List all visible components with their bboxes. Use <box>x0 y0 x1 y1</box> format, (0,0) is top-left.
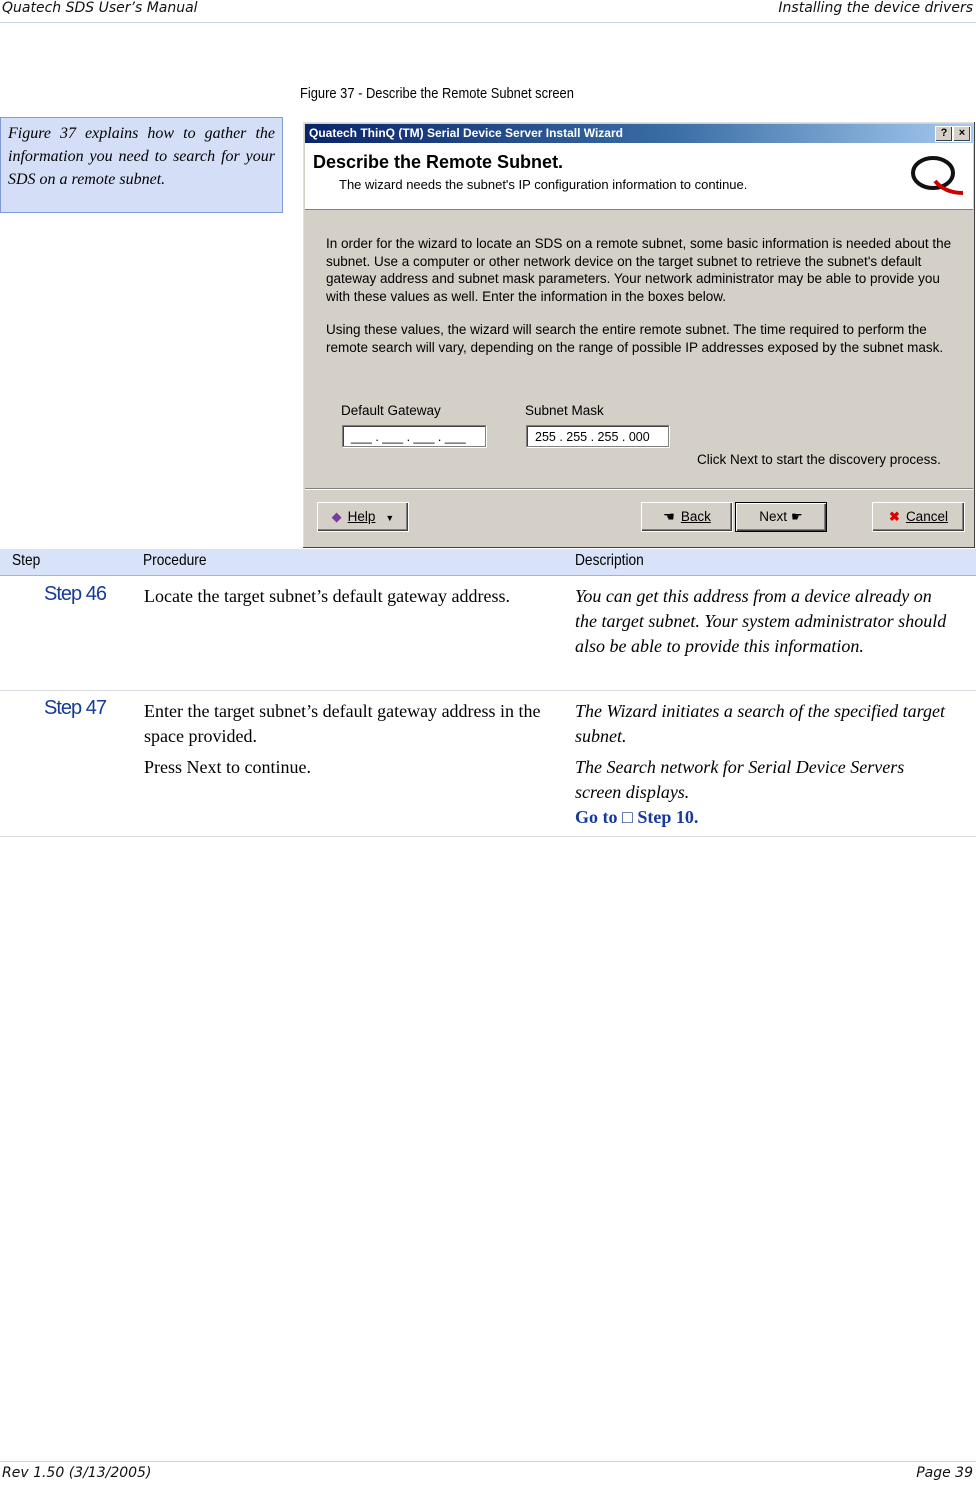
wizard-dialog <box>302 121 976 549</box>
close-title-button[interactable]: × <box>953 126 971 142</box>
back-button[interactable] <box>641 502 733 532</box>
help-title-button[interactable]: ? <box>935 126 953 142</box>
next-button-label: Next <box>759 509 788 524</box>
back-button-label: Back <box>680 509 711 524</box>
subnet-mask-input[interactable]: 255 . 255 . 255 . 000 <box>526 425 669 447</box>
figure-caption: Figure 37 - Describe the Remote Subnet screen <box>300 85 574 102</box>
dialog-titlebar <box>305 124 973 143</box>
quatech-logo-icon <box>909 153 965 199</box>
wizard-heading: Describe the Remote Subnet. <box>313 152 564 172</box>
procedure-cell <box>144 699 554 786</box>
table-row <box>0 691 976 837</box>
side-note: Figure 37 explains how to gather the information you need to search for your SDS on a remote subnet. <box>0 117 283 213</box>
page-footer <box>0 1461 976 1485</box>
description-text: The Search network for Serial Device Servers screen displays. <box>575 757 905 802</box>
next-button[interactable] <box>735 502 827 532</box>
instructions-paragraph-1: In order for the wizard to locate an SDS on a remote subnet, some basic information is needed about the subnet. Use a computer or other network device on the target subnet to retrieve the subnet's default gateway address and subnet mask parameters. Your network administrator may be able to provide you with these values as well. Enter the information in the boxes below. <box>326 236 952 304</box>
description-cell <box>575 584 955 665</box>
wizard-banner <box>305 143 973 210</box>
page-header <box>0 0 976 23</box>
cancel-button-label: Cancel <box>905 509 948 524</box>
description-text: The Wizard initiates a search of the specified target subnet. <box>575 701 945 746</box>
gateway-label: Default Gateway <box>341 403 441 418</box>
procedure-text: Press Next to continue. <box>144 757 311 777</box>
instructions-paragraph-2: Using these values, the wizard will search the entire remote subnet. The time required to perform the remote search will vary, depending on the range of possible IP addresses exposed by the subnet mask. <box>326 322 944 355</box>
next-hint: Click Next to start the discovery process. <box>697 452 941 467</box>
description-text: You can get this address from a device already on the target subnet. Your system administrator should also be able to provide this information. <box>575 586 947 656</box>
chevron-down-icon: ▼ <box>385 513 395 523</box>
step-number: Step 46 <box>44 583 106 605</box>
cancel-button[interactable] <box>872 502 965 532</box>
page-number: Page 39 <box>916 1465 973 1481</box>
col-procedure: Procedure <box>143 552 207 569</box>
revision-info: Rev 1.50 (3/13/2005) <box>2 1465 152 1481</box>
button-separator <box>305 488 973 490</box>
table-row <box>0 576 976 691</box>
manual-title: Quatech SDS User’s Manual <box>2 0 198 16</box>
help-button-label: Help <box>347 509 376 524</box>
col-step: Step <box>12 552 41 569</box>
procedure-cell <box>144 584 554 615</box>
next-hand-icon: ☛ <box>791 509 803 524</box>
back-hand-icon: ☚ <box>663 509 675 524</box>
description-cell <box>575 699 955 830</box>
cancel-x-icon: ✖ <box>889 509 900 524</box>
step-number: Step 47 <box>44 697 106 719</box>
gateway-input[interactable]: ___ . ___ . ___ . ___ <box>342 425 486 447</box>
goto-step-link[interactable]: Go to □ Step 10. <box>575 807 699 827</box>
col-description: Description <box>575 552 644 569</box>
dialog-title: Quatech ThinQ (TM) Serial Device Server Install Wizard <box>309 126 623 140</box>
help-book-icon: ◆ <box>331 509 342 524</box>
wizard-instructions <box>326 235 956 372</box>
section-title: Installing the device drivers <box>778 0 973 16</box>
help-button[interactable] <box>317 502 409 532</box>
subnet-mask-label: Subnet Mask <box>525 403 604 418</box>
procedure-text: Enter the target subnet’s default gateway address in the space provided. <box>144 701 541 746</box>
procedure-text: Locate the target subnet’s default gateway address. <box>144 586 511 606</box>
table-header <box>0 549 976 576</box>
wizard-subheading: The wizard needs the subnet's IP configuration information to continue. <box>339 177 748 192</box>
